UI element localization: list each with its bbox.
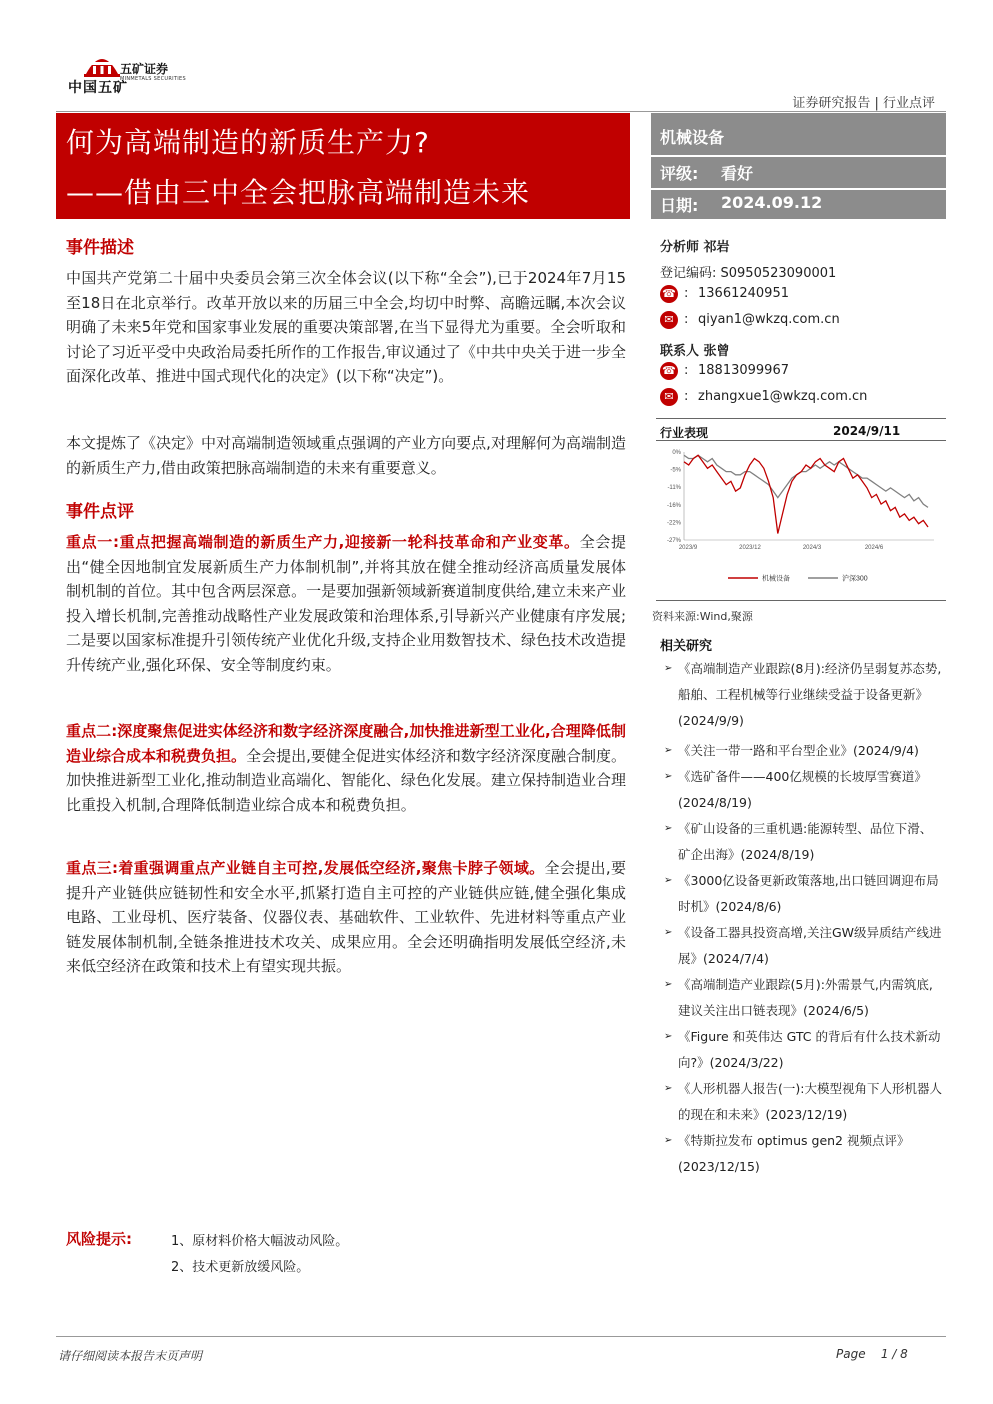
related-research-text: 《高端制造产业跟踪(8月):经济仍呈弱复苏态势,船舶、工程机械等行业继续受益于设备更新》(2024/9/9) bbox=[678, 661, 942, 728]
risk-item-1: 1、原材料价格大幅波动风险。 bbox=[171, 1234, 349, 1249]
related-research-item[interactable] bbox=[664, 972, 944, 1024]
arrow-bullet-icon: ➢ bbox=[664, 823, 673, 834]
related-research-item[interactable] bbox=[664, 656, 944, 734]
arrow-bullet-icon: ➢ bbox=[664, 979, 673, 990]
x-tick-label: 2024/6 bbox=[864, 545, 884, 551]
y-tick-label: -11% bbox=[667, 485, 681, 492]
report-title: 何为高端制造的新质生产力? bbox=[66, 126, 430, 159]
contact-phone-row bbox=[660, 362, 920, 382]
chart-source: 资料来源:Wind,聚源 bbox=[652, 610, 753, 623]
contact-phone: 18813099967 bbox=[698, 363, 789, 378]
rating-label: 评级: bbox=[660, 164, 699, 183]
related-research-text: 《人形机器人报告(一):大模型视角下人形机器人的现在和未来》(2023/12/19) bbox=[678, 1081, 942, 1122]
related-research-item[interactable] bbox=[664, 816, 944, 868]
y-tick-label: -5% bbox=[670, 467, 681, 474]
title-banner bbox=[56, 113, 630, 219]
point-3 bbox=[66, 856, 626, 979]
event-paragraph-1: 中国共产党第二十届中央委员会第三次全体会议(以下称“全会”),已于2024年7月15至18日在北京举行。改革开放以来的历届三中全会,均切中时弊、高瞻远瞩,本次会议明确了未来5年党和国家事业发展的重要决策部署,在当下显得尤为重要。全会听取和讨论了习近平受中央政治局委托所作的工作报告,审议通过了《中共中央关于进一步全面深化改革、推进中国式现代化的决定》(以下称“决定”)。 bbox=[66, 269, 626, 385]
related-research-text: 《选矿备件——400亿规模的长坡厚雪赛道》(2024/8/19) bbox=[678, 769, 927, 810]
colon: : bbox=[684, 363, 689, 378]
related-research-text: 《高端制造产业跟踪(5月):外需景气,内需筑底,建议关注出口链表现》(2024/6/5) bbox=[678, 977, 933, 1018]
point-2-body: 全会提出,要健全促进实体经济和数字经济深度融合制度。加快推进新型工业化,推动制造业高端化、智能化、绿色化发展。建立保持制造业合理比重投入机制,合理降低制造业综合成本和税费负担。 bbox=[66, 746, 626, 814]
section-title-comment: 事件点评 bbox=[66, 502, 134, 522]
arrow-bullet-icon: ➢ bbox=[664, 1135, 673, 1146]
arrow-bullet-icon: ➢ bbox=[664, 771, 673, 782]
phone-icon: ☎ bbox=[660, 285, 678, 303]
arrow-bullet-icon: ➢ bbox=[664, 927, 673, 938]
chart-divider-bottom bbox=[656, 600, 946, 601]
related-research-item[interactable] bbox=[664, 868, 944, 920]
related-research-title: 相关研究 bbox=[660, 639, 713, 654]
arrow-bullet-icon: ➢ bbox=[664, 1031, 673, 1042]
page-number: Page 1 / 8 bbox=[836, 1347, 908, 1361]
related-research-item[interactable] bbox=[664, 1024, 944, 1076]
contact-email[interactable]: zhangxue1@wkzq.com.cn bbox=[698, 389, 868, 404]
info-divider bbox=[651, 155, 946, 157]
report-subtitle: ——借由三中全会把脉高端制造未来 bbox=[66, 176, 531, 209]
header-divider bbox=[56, 111, 946, 112]
analyst-email-row bbox=[660, 311, 920, 331]
related-research-text: 《Figure 和英伟达 GTC 的背后有什么技术新动向?》(2024/3/22) bbox=[678, 1029, 941, 1070]
point-1 bbox=[66, 530, 626, 677]
chart-title: 行业表现 bbox=[660, 426, 709, 440]
y-tick-label: -27% bbox=[666, 538, 681, 544]
company-logo bbox=[66, 44, 216, 96]
legend-label: 沪深300 bbox=[842, 575, 868, 583]
colon: : bbox=[684, 389, 689, 404]
point-2 bbox=[66, 719, 626, 817]
rating-value: 看好 bbox=[721, 164, 754, 183]
point-1-body: 全会提出“健全因地制宜发展新质生产力体制机制”,并将其放在健全推动经济高质量发展体制机制的首位。其中包含两层深意。一是要加强新领域新赛道制度供给,建立未来产业投入增长机制,完善推动战略性产业发展政策和治理体系,引导新兴产业健康有序发展;二是要以国家标准提升引领传统产业优化升级,支持企业用数智技术、绿色技术改造提升传统产业,强化环保、安全等制度约束。 bbox=[66, 533, 626, 674]
analyst-reg: 登记编码: S0950523090001 bbox=[660, 266, 837, 281]
phone-icon: ☎ bbox=[660, 362, 678, 380]
related-research-item[interactable] bbox=[664, 738, 944, 764]
related-research-text: 《3000亿设备更新政策落地,出口链回调迎布局时机》(2024/8/6) bbox=[678, 873, 939, 914]
arrow-bullet-icon: ➢ bbox=[664, 745, 673, 756]
related-research-text: 《矿山设备的三重机遇:能源转型、品位下滑、矿企出海》(2024/8/19) bbox=[678, 821, 933, 862]
colon: : bbox=[684, 286, 689, 301]
chart-date: 2024/9/11 bbox=[833, 424, 901, 438]
analyst-phone-row bbox=[660, 285, 920, 305]
risk-item-2: 2、技术更新放缓风险。 bbox=[171, 1260, 310, 1275]
brand-name: 五矿证券 bbox=[120, 62, 169, 76]
point-3-heading: 重点三:着重强调重点产业链自主可控,发展低空经济,聚焦卡脖子领域。 bbox=[66, 859, 545, 877]
date-value: 2024.09.12 bbox=[721, 193, 823, 212]
contact-name: 联系人 张曾 bbox=[660, 344, 730, 359]
legend-label: 机械设备 bbox=[762, 575, 790, 583]
analyst-name: 分析师 祁岩 bbox=[660, 240, 730, 255]
point-2-heading: 重点二:深度聚焦促进实体经济和数字经济深度融合,加快推进新型工业化,合理降低制造业综合成本和税费负担。 bbox=[66, 722, 626, 765]
colon: : bbox=[684, 312, 689, 327]
related-research-item[interactable] bbox=[664, 1076, 944, 1128]
footer-divider bbox=[56, 1336, 946, 1337]
related-research-text: 《关注一带一路和平台型企业》(2024/9/4) bbox=[678, 743, 919, 758]
related-research-item[interactable] bbox=[664, 1128, 944, 1180]
y-tick-label: -16% bbox=[666, 502, 681, 509]
email-icon: ✉ bbox=[660, 311, 678, 329]
x-tick-label: 2024/3 bbox=[802, 545, 822, 551]
y-tick-label: 0% bbox=[672, 450, 681, 456]
related-research-text: 《特斯拉发布 optimus gen2 视频点评》(2023/12/15) bbox=[678, 1133, 910, 1174]
x-tick-label: 2023/9 bbox=[678, 545, 698, 551]
arrow-bullet-icon: ➢ bbox=[664, 663, 673, 674]
email-icon: ✉ bbox=[660, 388, 678, 406]
event-paragraph-2: 本文提炼了《决定》中对高端制造领域重点强调的产业方向要点,对理解何为高端制造的新质生产力,借由政策把脉高端制造的未来有重要意义。 bbox=[66, 434, 626, 477]
section-title-event: 事件描述 bbox=[66, 238, 134, 258]
chart-divider bbox=[656, 440, 946, 441]
info-divider bbox=[651, 188, 946, 190]
rating-box bbox=[651, 113, 946, 219]
point-1-heading: 重点一:重点把握高端制造的新质生产力,迎接新一轮科技革命和产业变革。 bbox=[66, 533, 580, 551]
brand-name-en: MINMETALS SECURITIES bbox=[120, 76, 186, 82]
minmetals-logo-icon bbox=[82, 44, 122, 78]
series-line bbox=[684, 455, 928, 507]
company-name-cn: 中国五矿 bbox=[68, 80, 128, 96]
sector-label: 机械设备 bbox=[660, 128, 725, 147]
arrow-bullet-icon: ➢ bbox=[664, 1083, 673, 1094]
analyst-phone: 13661240951 bbox=[698, 286, 789, 301]
date-label: 日期: bbox=[660, 196, 699, 215]
sidebar-divider bbox=[656, 418, 946, 419]
contact-email-row bbox=[660, 388, 920, 408]
point-3-body: 全会提出,要提升产业链供应链韧性和安全水平,抓紧打造自主可控的产业链供应链,健全强化集成电路、工业母机、医疗装备、仪器仪表、基础软件、工业软件、先进材料等重点产业链发展体制机制,全链条推进技术攻关、成果应用。全会还明确指明发展低空经济,未来低空经济在政策和技术上有望实现共振。 bbox=[66, 859, 626, 975]
doc-type: 证券研究报告 | 行业点评 bbox=[792, 96, 935, 111]
related-research-item[interactable] bbox=[664, 920, 944, 972]
risk-label: 风险提示: bbox=[66, 1230, 132, 1248]
arrow-bullet-icon: ➢ bbox=[664, 875, 673, 886]
footer-disclaimer: 请仔细阅读本报告末页声明 bbox=[58, 1349, 203, 1363]
x-tick-label: 2023/12 bbox=[739, 545, 761, 551]
y-tick-label: -22% bbox=[666, 520, 681, 527]
related-research-item[interactable] bbox=[664, 764, 944, 816]
analyst-email[interactable]: qiyan1@wkzq.com.cn bbox=[698, 312, 840, 327]
industry-performance-chart bbox=[656, 442, 946, 592]
related-research-text: 《设备工器具投资高增,关注GW级异质结产线进展》(2024/7/4) bbox=[678, 925, 942, 966]
